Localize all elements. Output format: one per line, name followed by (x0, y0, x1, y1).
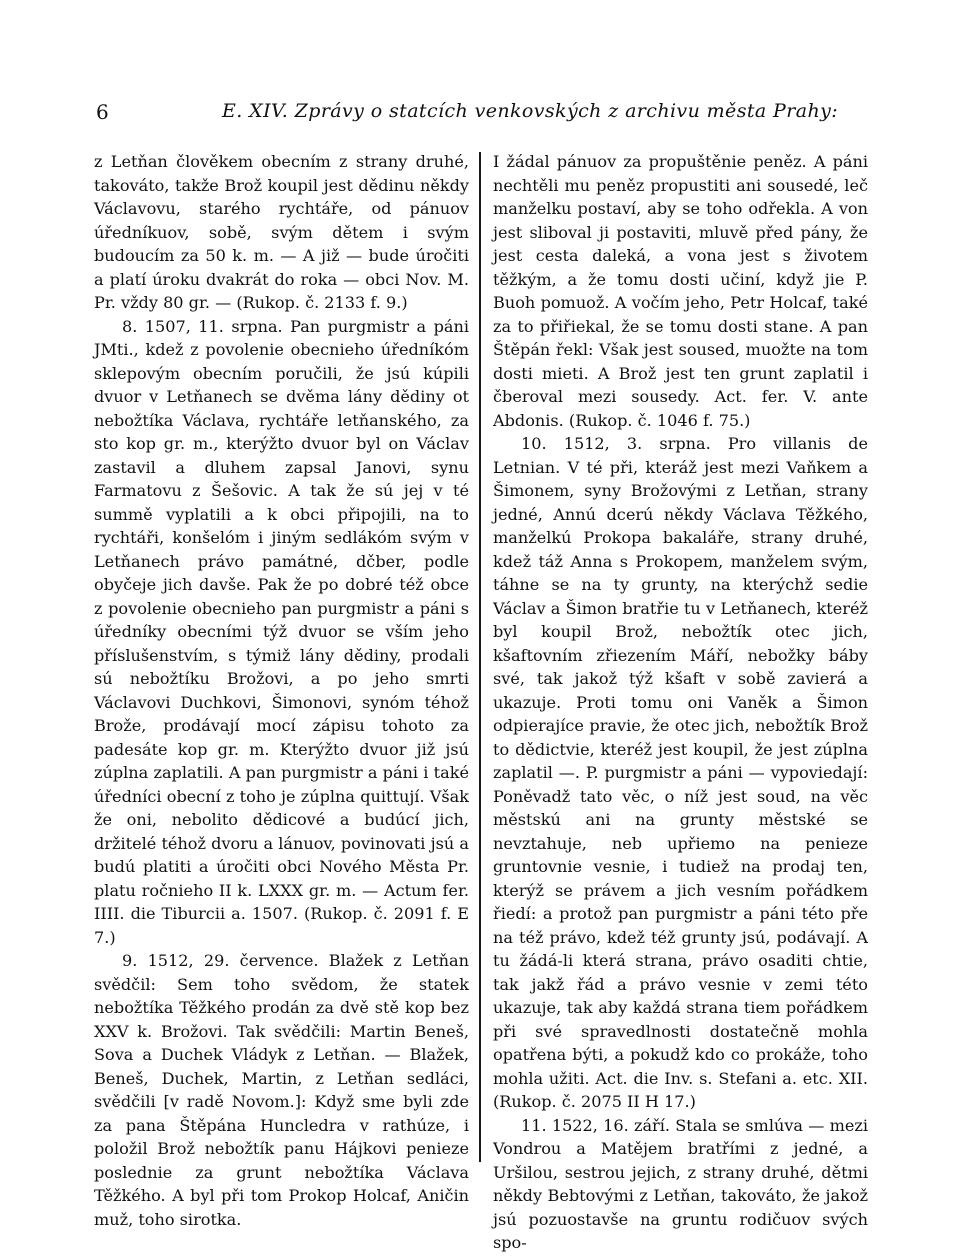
right-column (493, 150, 868, 1255)
paragraph: 8. 1507, 11. srpna. Pan purgmistr a páni JMti., kdež z povolenie obecnieho úředníkóm sklepovým obecním poručili, že jsú kúpili dvuor v Letňanech se dvěma lány dědiny ot nebožtíka Václava, rychtáře letňanského, za sto kop gr. m., kterýžto dvuor byl on Václav zastavil a dluhem zapsal Janovi, synu Farmatovu z Šešovic. A tak že sú jej v té summě vyplatili a k obci připojili, na to rychtáři, konšelóm i jiným sedlákóm svým v Letňanech právo památné, dčber, podle obyčeje jich davše. Pak že po dobré též obce z povolenie obecnieho pan purgmistr a páni s úředníky obecními týž dvuor se vším jeho příslušenstvím, s týmiž lány dědiny, prodali sú nebožtíku Brožovi, a po jeho smrti Václavovi Duchkovi, Šimonovi, synóm téhož Brože, prodávají mocí zápisu tohoto za padesáte kop gr. m. Kterýžto dvuor již jsú zúplna zaplatili. A pan purgmistr a páni i také úředníci obecní z toho je zúplna quittují. Však že oni, nebolito dědicové a budúcí jich, držitelé téhož dvoru a lánuov, povinovati jsú a budú platiti a úročiti obci Nového Města Pr. platu ročnieho II k. LXXX gr. m. — Actum fer. IIII. die Tiburcii a. 1507. (Rukop. č. 2091 f. E 7.) (94, 316, 469, 947)
page-header (96, 100, 868, 130)
page-number: 6 (96, 100, 109, 124)
running-title: E. XIV. Zprávy o statcích venkovských z archivu města Prahy: (222, 100, 839, 122)
left-column (94, 150, 469, 1231)
column-divider (479, 152, 481, 1162)
paragraph: 11. 1522, 16. září. Stala se smlúva — mezi Vondrou a Matějem bratřími z jedné, a Uršilou, sestrou jejich, z strany druhé, dětmi někdy Bebtovými z Letňan, takováto, že jakož jsú pozuostavše na gruntu rodičuov svých spo- (493, 1115, 868, 1252)
paragraph: 9. 1512, 29. července. Blažek z Letňan svědčil: Sem toho svědom, že statek nebožtíka Těžkého prodán za dvě stě kop bez XXV k. Brožovi. Tak svědčili: Martin Beneš, Sova a Duchek Vládyk z Letňan. — Blažek, Beneš, Duchek, Martin, z Letňan sedláci, svědčili [v radě Novom.]: Když sme byli zde za pana Štěpána Huncledra v rathúze, i položil Brož nebožtík panu Hájkovi penieze poslednie za grunt nebožtíka Václava Těžkého. A byl při tom Prokop Holcaf, Aničin muž, toho sirotka. (94, 951, 469, 1229)
paragraph: z Letňan člověkem obecním z strany druhé, takováto, takže Brož koupil jest dědinu někdy Václavovu, starého rychtáře, od pánuov úředníkuov, sobě, svým dětem i svým budoucím za 50 k. m. — A již — bude úročiti a platí úroku dvakrát do roka — obci Nov. M. Pr. vždy 80 gr. — (Rukop. č. 2133 f. 9.) (94, 152, 469, 312)
paragraph: 10. 1512, 3. srpna. Pro villanis de Letnian. V té při, kteráž jest mezi Vaňkem a Šimonem, syny Brožovými z Letňan, strany jedné, Annú dcerú někdy Václava Těžkého, manželkú Prokopa bakaláře, strany druhé, kdež táž Anna s Prokopem, manželem svým, táhne se na ty grunty, na kterýchž sedie Václav a Šimon bratřie tu v Letňanech, kteréž byl koupil Brož, nebožtík otec jich, kšaftovním zřiezením Máří, nebožky báby své, tak jakož týž kšaft v sobě zavierá a ukazuje. Proti tomu oni Vaněk a Šimon odpierajíce pravie, že otec jich, nebožtík Brož to dědictvie, kteréž jest koupil, že jest zúplna zaplatil —. P. purgmistr a páni — vypoviedají: Poněvadž tato věc, o níž jest soud, na věc městskú ani na grunty městské se nevztahuje, neb upřiemo na penieze gruntovnie vesnie, i tudiež na prodaj ten, kterýž se právem a jich vesním pořádkem řiedí: a protož pan purgmistr a páni této pře na též právo, kdež též grunty jsú, podávají. A tu žádá-li která strana, právo osaditi chtie, tak jakž řád a právo vesnie v zemi této ukazuje, tak aby každá strana tiem pořádkem při své spravedlnosti dostatečně mohla opatřena býti, a pokudž kdo co prokáže, toho mohla užiti. Act. die Inv. s. Stefani a. etc. XII. (Rukop. č. 2075 II H 17.) (493, 434, 868, 1111)
paragraph: I žádal pánuov za propuštěnie peněz. A páni nechtěli mu peněz propustiti ani sousedé, leč manželku postaví, aby se toho odřekla. A von jest sliboval ji postaviti, mluvě před pány, že jest cesta daleká, a vona jest s životem těžkým, a že tomu dosti učiní, když jie P. Buoh pomuož. A vočím jeho, Petr Holcaf, také za to přiřiekal, že se tomu dosti stane. A pan Štěpán řekl: Však jest soused, muožte na tom dosti mieti. A Brož jest ten grunt zaplatil i čberoval mezi sousedy. Act. fer. V. ante Abdonis. (Rukop. č. 1046 f. 75.) (493, 152, 868, 430)
